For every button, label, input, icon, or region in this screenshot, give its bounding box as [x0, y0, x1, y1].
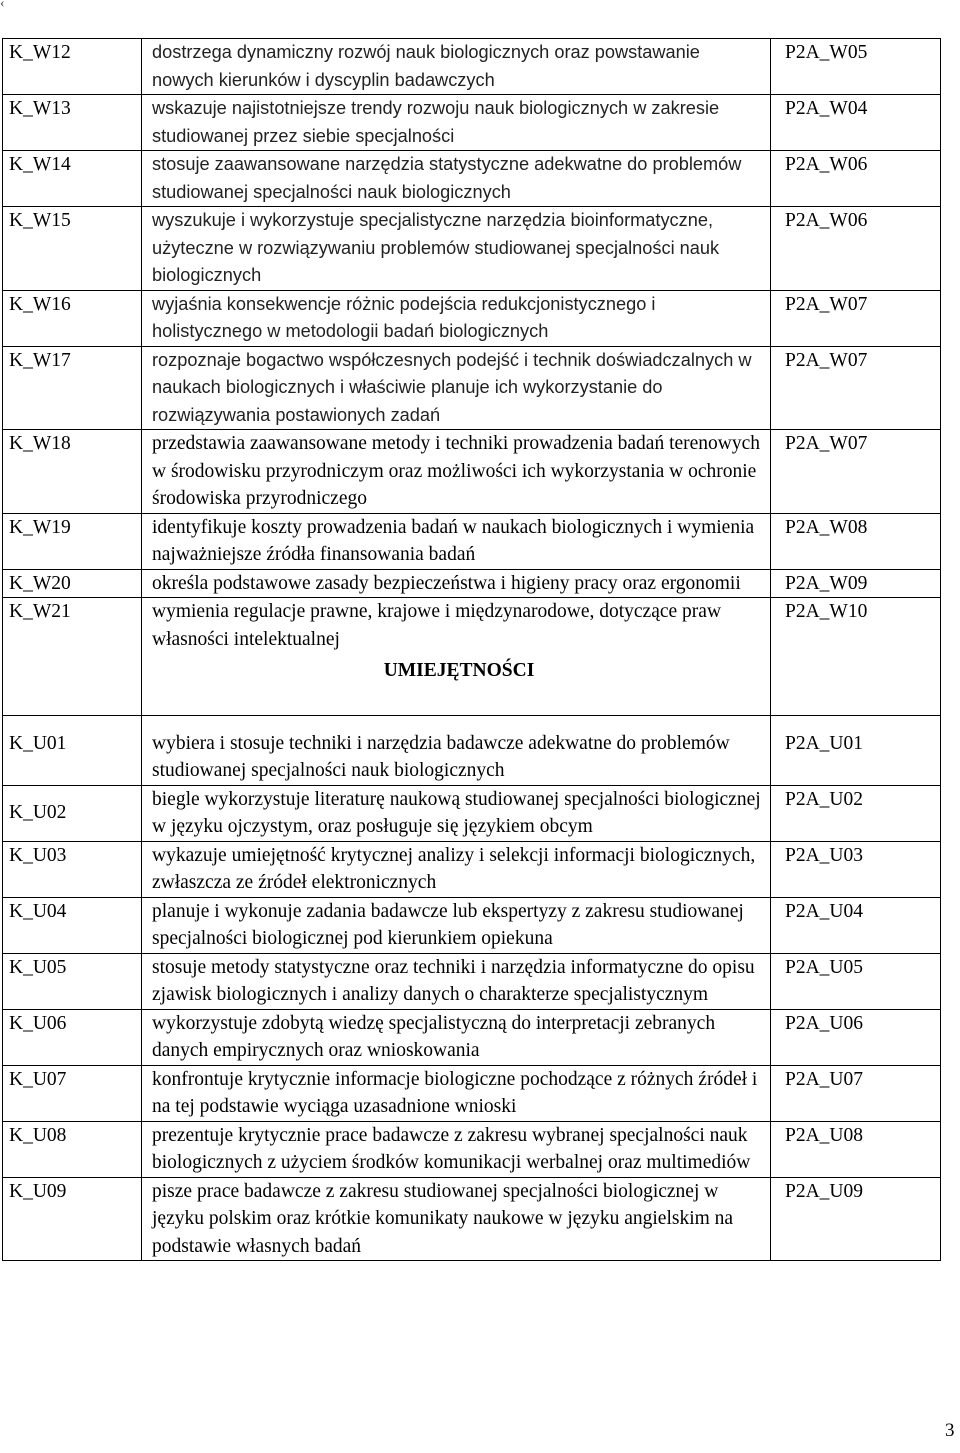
outcome-description: identyfikuje koszty prowadzenia badań w naukach biologicznych i wymienia najważniejsze źródła finansowania badań: [142, 513, 771, 569]
outcome-description: [142, 598, 771, 716]
table-row: [3, 715, 941, 785]
outcome-reference: P2A_U03: [771, 841, 941, 897]
outcome-reference: P2A_W07: [771, 430, 941, 514]
outcome-reference: P2A_U07: [771, 1065, 941, 1121]
outcome-reference: P2A_W09: [771, 569, 941, 598]
outcome-reference: P2A_U08: [771, 1121, 941, 1177]
outcome-reference: P2A_W08: [771, 513, 941, 569]
outcome-code: K_U07: [3, 1065, 142, 1121]
table-row: [3, 841, 941, 897]
outcome-code: K_W16: [3, 290, 142, 346]
outcome-description: stosuje zaawansowane narzędzia statystyczne adekwatne do problemów studiowanej specjalności nauk biologicznych: [142, 151, 771, 207]
section-heading-skills: UMIEJĘTNOŚCI: [383, 660, 535, 681]
outcome-reference: P2A_W06: [771, 151, 941, 207]
table-row: [3, 785, 941, 841]
table-row: [3, 430, 941, 514]
table-row: [3, 95, 941, 151]
outcome-code: K_W13: [3, 95, 142, 151]
outcome-reference: P2A_U05: [771, 953, 941, 1009]
outcome-code: K_W21: [3, 598, 142, 716]
page-corner-mark: ‹: [0, 0, 5, 11]
table-row: [3, 1009, 941, 1065]
outcome-description: prezentuje krytycznie prace badawcze z zakresu wybranej specjalności nauk biologicznych z użyciem środków komunikacji werbalnej oraz multimediów: [142, 1121, 771, 1177]
outcome-code: K_W19: [3, 513, 142, 569]
table-row: [3, 1121, 941, 1177]
outcome-reference: P2A_U06: [771, 1009, 941, 1065]
outcome-code: K_W14: [3, 151, 142, 207]
table-row: [3, 569, 941, 598]
outcome-description: przedstawia zaawansowane metody i techniki prowadzenia badań terenowych w środowisku przyrodniczym oraz możliwości ich wykorzystania w ochronie środowiska przyrodniczego: [142, 430, 771, 514]
outcome-reference: P2A_W07: [771, 346, 941, 430]
outcome-code: K_U08: [3, 1121, 142, 1177]
table-row: [3, 290, 941, 346]
outcome-code: K_W12: [3, 39, 142, 95]
table-row: [3, 513, 941, 569]
outcome-code-text: K_U02: [9, 802, 67, 824]
outcome-reference: P2A_U01: [771, 715, 941, 785]
outcome-code: K_U06: [3, 1009, 142, 1065]
outcome-reference: P2A_W07: [771, 290, 941, 346]
outcome-reference: P2A_W06: [771, 207, 941, 291]
table-row: [3, 207, 941, 291]
learning-outcomes-table: [2, 38, 941, 1261]
page-number: 3: [945, 1420, 955, 1441]
table-row: [3, 598, 941, 716]
outcome-description: planuje i wykonuje zadania badawcze lub ekspertyzy z zakresu studiowanej specjalności biologicznej pod kierunkiem opiekuna: [142, 897, 771, 953]
table-row: [3, 39, 941, 95]
outcome-description: konfrontuje krytycznie informacje biologiczne pochodzące z różnych źródeł i na tej podstawie wyciąga uzasadnione wnioski: [142, 1065, 771, 1121]
outcome-code: K_W20: [3, 569, 142, 598]
outcome-description: wykazuje umiejętność krytycznej analizy i selekcji informacji biologicznych, zwłaszcza ze źródeł elektronicznych: [142, 841, 771, 897]
outcome-description: określa podstawowe zasady bezpieczeństwa i higieny pracy oraz ergonomii: [142, 569, 771, 598]
outcome-code: K_U09: [3, 1177, 142, 1261]
outcome-code: K_W15: [3, 207, 142, 291]
outcome-reference: P2A_U04: [771, 897, 941, 953]
outcome-description-text: wymienia regulacje prawne, krajowe i międzynarodowe, dotyczące praw własności intelektualnej: [152, 601, 722, 650]
outcome-reference: P2A_U09: [771, 1177, 941, 1261]
outcome-code: K_U05: [3, 953, 142, 1009]
outcome-description: wyszukuje i wykorzystuje specjalistyczne narzędzia bioinformatyczne, użyteczne w rozwiązywaniu problemów studiowanej specjalności nauk biologicznych: [142, 207, 771, 291]
outcome-description: biegle wykorzystuje literaturę naukową studiowanej specjalności biologicznej w języku ojczystym, oraz posługuje się językiem obcym: [142, 785, 771, 841]
outcome-description: wykorzystuje zdobytą wiedzę specjalistyczną do interpretacji zebranych danych empirycznych oraz wnioskowania: [142, 1009, 771, 1065]
outcome-description: wyjaśnia konsekwencje różnic podejścia redukcjonistycznego i holistycznego w metodologii badań biologicznych: [142, 290, 771, 346]
table-row: [3, 151, 941, 207]
outcome-reference: P2A_W10: [771, 598, 941, 716]
table-row: [3, 897, 941, 953]
table-row: [3, 1177, 941, 1261]
outcome-reference: P2A_W05: [771, 39, 941, 95]
table-row: [3, 1065, 941, 1121]
outcome-description: stosuje metody statystyczne oraz techniki i narzędzia informatyczne do opisu zjawisk biologicznych i analizy danych o charakterze specjalistycznym: [142, 953, 771, 1009]
outcome-reference: P2A_W04: [771, 95, 941, 151]
outcome-description: wybiera i stosuje techniki i narzędzia badawcze adekwatne do problemów studiowanej specjalności nauk biologicznych: [142, 715, 771, 785]
outcome-reference: P2A_U02: [771, 785, 941, 841]
outcome-code: K_U03: [3, 841, 142, 897]
outcome-code: [3, 785, 142, 841]
table-row: [3, 953, 941, 1009]
outcome-description: dostrzega dynamiczny rozwój nauk biologicznych oraz powstawanie nowych kierunków i dyscyplin badawczych: [142, 39, 771, 95]
table-row: [3, 346, 941, 430]
outcome-code: K_W17: [3, 346, 142, 430]
outcome-code: K_U01: [3, 715, 142, 785]
outcome-description: wskazuje najistotniejsze trendy rozwoju nauk biologicznych w zakresie studiowanej przez siebie specjalności: [142, 95, 771, 151]
outcome-description: rozpoznaje bogactwo współczesnych podejść i technik doświadczalnych w naukach biologicznych i właściwie planuje ich wykorzystanie do rozwiązywania postawionych zadań: [142, 346, 771, 430]
outcome-description: pisze prace badawcze z zakresu studiowanej specjalności biologicznej w języku polskim oraz krótkie komunikaty naukowe w języku angielskim na podstawie własnych badań: [142, 1177, 771, 1261]
outcome-code: K_W18: [3, 430, 142, 514]
outcome-code: K_U04: [3, 897, 142, 953]
